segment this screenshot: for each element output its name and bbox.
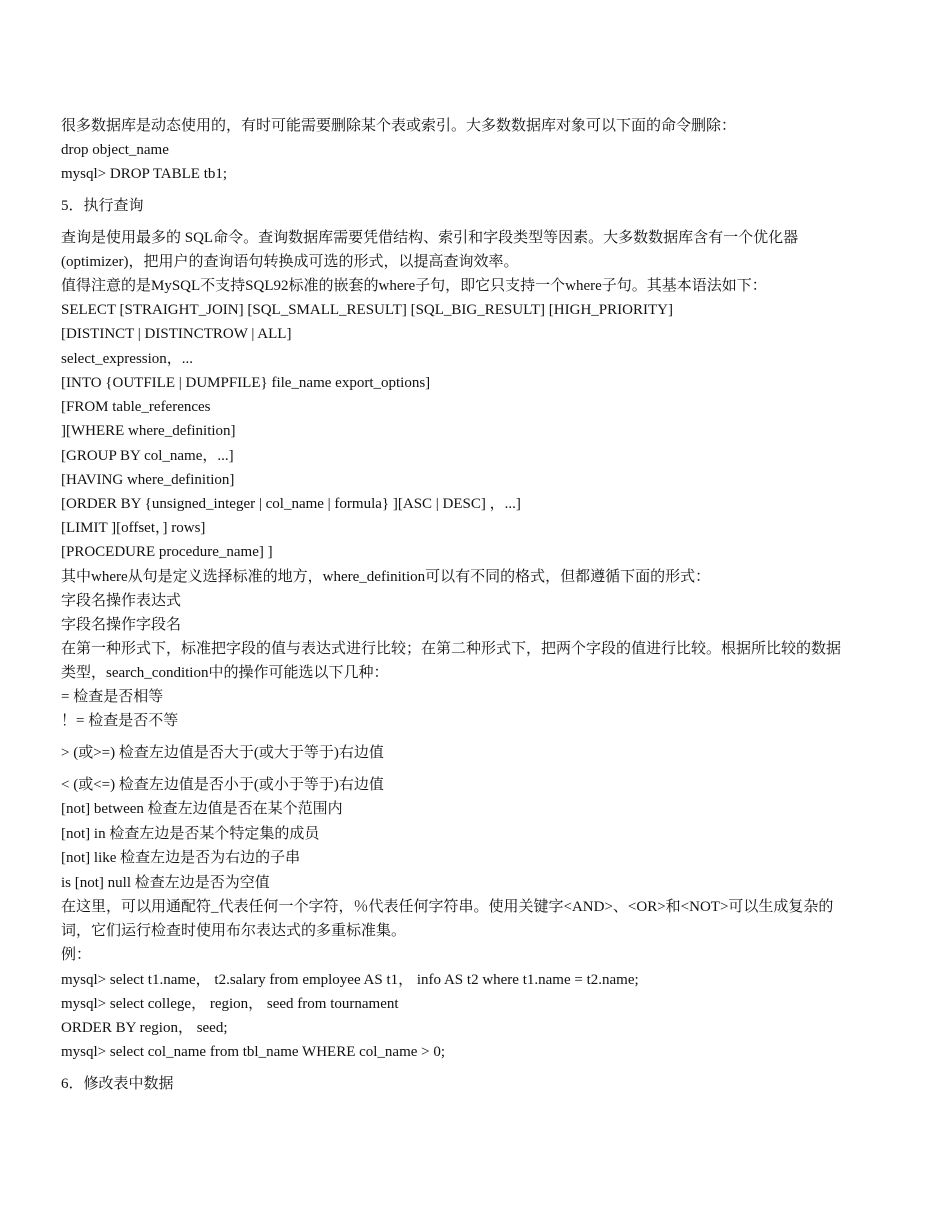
code-line: select_expression，...	[61, 351, 194, 367]
code-line: [GROUP BY col_name，...]	[61, 448, 234, 464]
text-line: drop object_name	[61, 142, 169, 158]
operator-line: is [not] null 检查左边是否为空值	[61, 875, 270, 891]
code-line: ][WHERE where_definition]	[61, 423, 236, 439]
text-line: 词，它们运行检查时使用布尔表达式的多重标准集。	[61, 923, 407, 939]
operator-line: [not] between 检查左边值是否在某个范围内	[61, 801, 343, 817]
section-heading: 6．修改表中数据	[61, 1076, 174, 1092]
text-line: 查询是使用最多的 SQL命令。查询数据库需要凭借结构、索引和字段类型等因素。大多数数据库含有一个优化器	[61, 230, 799, 246]
text-line: 在第一种形式下，标准把字段的值与表达式进行比较；在第二种形式下，把两个字段的值进行比较。根据所比较的数据	[61, 641, 842, 657]
operator-line: > (或>=) 检查左边值是否大于(或大于等于)右边值	[61, 745, 384, 761]
text-line: 类型，search_condition中的操作可能选以下几种：	[61, 665, 389, 681]
code-line: [LIMIT ][offset，] rows]	[61, 520, 206, 536]
code-line: [ORDER BY {unsigned_integer | col_name | formula} ][ASC | DESC] ，...]	[61, 496, 521, 512]
code-line: ORDER BY region， seed;	[61, 1020, 228, 1036]
section-heading: 5．执行查询	[61, 198, 144, 214]
code-line: SELECT [STRAIGHT_JOIN] [SQL_SMALL_RESULT] [SQL_BIG_RESULT] [HIGH_PRIORITY]	[61, 302, 673, 318]
code-line: [INTO {OUTFILE | DUMPFILE} file_name export_options]	[61, 375, 431, 391]
code-line: [FROM table_references	[61, 399, 211, 415]
text-line: mysql> DROP TABLE tb1;	[61, 166, 228, 182]
code-line: mysql> select t1.name， t2.salary from employee AS t1， info AS t2 where t1.name = t2.name;	[61, 972, 639, 988]
code-line: mysql> select college， region， seed from tournament	[61, 996, 399, 1012]
text-line: (optimizer)，把用户的查询语句转换成可选的形式，以提高查询效率。	[61, 254, 519, 270]
operator-line: [not] like 检查左边是否为右边的子串	[61, 850, 301, 866]
code-line: [DISTINCT | DISTINCTROW | ALL]	[61, 326, 292, 342]
text-line: 例：	[61, 947, 92, 963]
text-line: 值得注意的是MySQL不支持SQL92标准的嵌套的where子句，即它只支持一个where子句。其基本语法如下：	[61, 278, 767, 294]
text-line: 字段名操作字段名	[61, 617, 182, 633]
text-line: 很多数据库是动态使用的，有时可能需要删除某个表或索引。大多数数据库对象可以下面的命令删除：	[61, 118, 737, 134]
operator-line: < (或<=) 检查左边值是否小于(或小于等于)右边值	[61, 777, 384, 793]
code-line: [PROCEDURE procedure_name] ]	[61, 544, 273, 560]
code-line: [HAVING where_definition]	[61, 472, 235, 488]
operator-line: ！= 检查是否不等	[61, 713, 179, 729]
text-line: 字段名操作表达式	[61, 593, 182, 609]
text-line: 其中where从句是定义选择标准的地方，where_definition可以有不同的格式，但都遵循下面的形式：	[61, 569, 711, 585]
code-line: mysql> select col_name from tbl_name WHERE col_name > 0;	[61, 1044, 446, 1060]
operator-line: [not] in 检查左边是否某个特定集的成员	[61, 826, 320, 842]
operator-line: = 检查是否相等	[61, 689, 164, 705]
text-line: 在这里，可以用通配符_代表任何一个字符，％代表任何字符串。使用关键字<AND>、<OR>和<NOT>可以生成复杂的	[61, 899, 834, 915]
